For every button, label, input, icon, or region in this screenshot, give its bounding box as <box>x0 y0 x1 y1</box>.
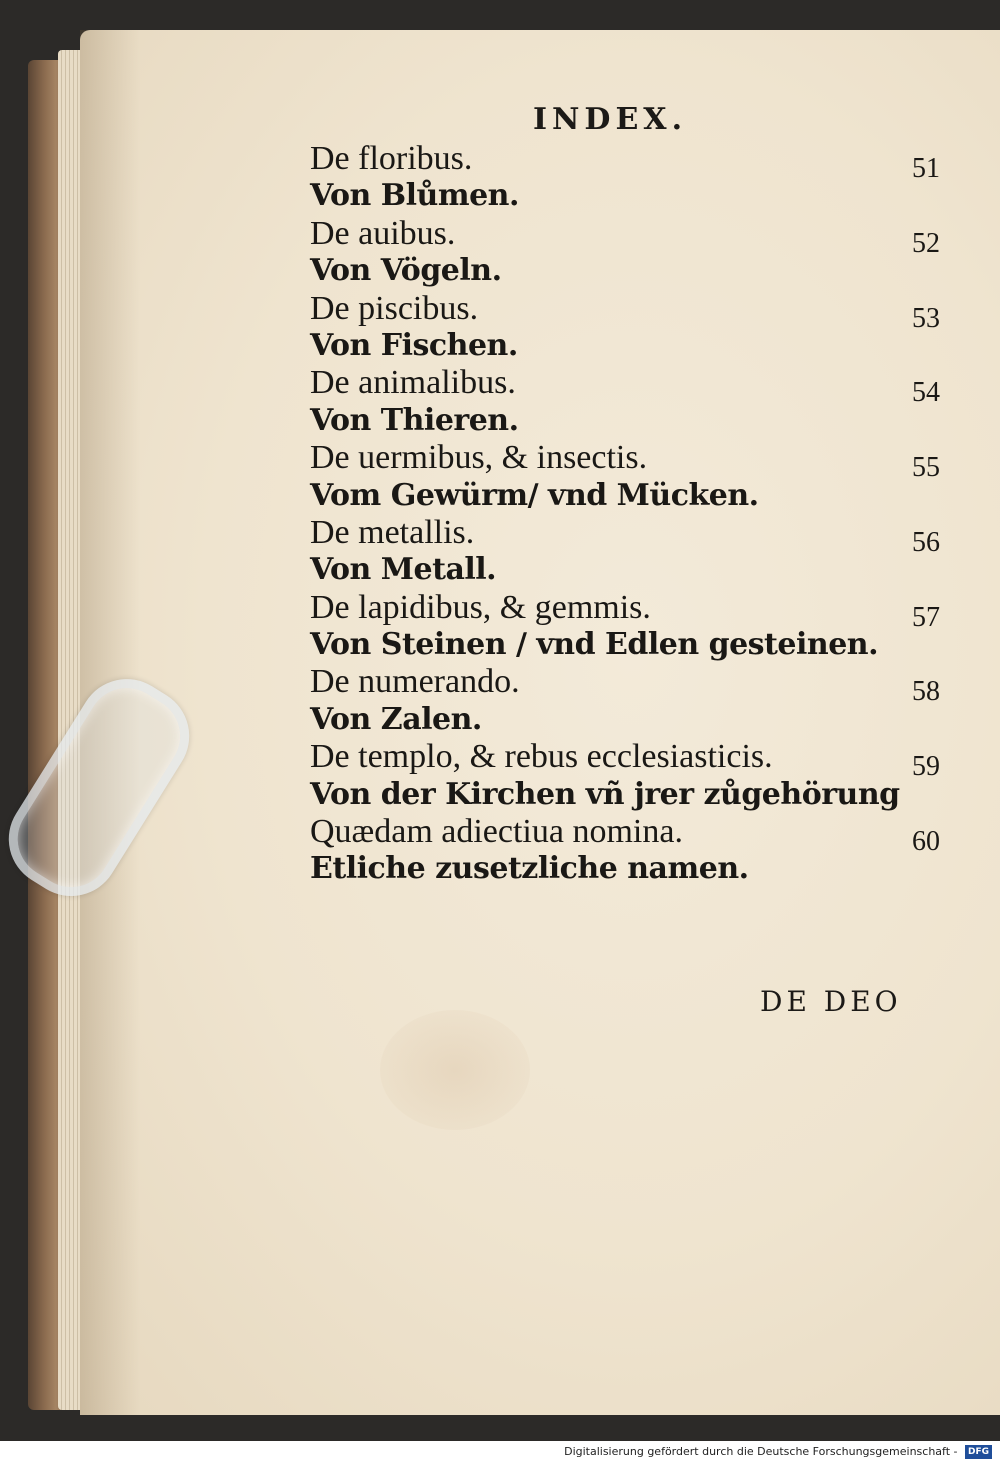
index-entry-text: Von Steinen / vnd Edlen gesteinen. <box>310 627 879 663</box>
index-entry-page-number: 55 <box>912 452 940 484</box>
index-entry-text: De metallis. <box>310 513 475 551</box>
index-entry <box>310 513 950 558</box>
index-entry-page-number: 51 <box>912 153 940 184</box>
index-entry <box>310 439 950 484</box>
index-entry-page-number: 57 <box>912 601 940 633</box>
index-entry-text: De uermibus, & insectis. <box>310 439 648 477</box>
index-entry-text: Von Thieren. <box>310 402 519 438</box>
page-header-title: INDEX. <box>532 102 688 137</box>
dfg-logo: DFG <box>965 1445 992 1459</box>
index-entry <box>310 140 950 184</box>
index-entry-text: Von Vögeln. <box>310 253 502 289</box>
index-entry <box>310 588 950 633</box>
index-entry-text: Etliche zusetzliche namen. <box>310 851 749 887</box>
index-entry-text: Von Metall. <box>310 552 497 588</box>
index-entry-text: Von Zalen. <box>310 701 482 737</box>
index-entry <box>310 364 950 409</box>
index-entry-page-number: 59 <box>912 751 940 783</box>
index-entry-text: De piscibus. <box>310 289 479 327</box>
index-entry-text: Von Blůmen. <box>310 178 519 214</box>
index-entry <box>310 214 950 259</box>
index-entry <box>310 701 950 738</box>
index-entry <box>310 177 950 214</box>
index-entry <box>310 850 950 887</box>
index-entry <box>310 776 950 813</box>
index-entry-text: De lapidibus, & gemmis. <box>310 588 651 626</box>
index-entry <box>310 477 950 514</box>
paper-stain <box>380 1010 530 1130</box>
catchword: DE DEO <box>760 985 902 1018</box>
index-entry <box>310 626 950 663</box>
index-entry <box>310 738 950 783</box>
index-entry-text: Von der Kirchen vñ jrer zůgehörung <box>310 776 900 812</box>
index-entry-text: De templo, & rebus ecclesiasticis. <box>310 738 773 776</box>
index-entry-text: De numerando. <box>310 663 520 701</box>
index-entry-page-number: 53 <box>912 302 940 334</box>
index-entry-text: De animalibus. <box>310 364 516 402</box>
index-entry <box>310 402 950 439</box>
footer-credit-text: Digitalisierung gefördert durch die Deutsche Forschungsgemeinschaft - <box>564 1445 958 1458</box>
index-entry <box>310 252 950 289</box>
index-entry-page-number: 52 <box>912 227 940 259</box>
index-entry-page-number: 58 <box>912 676 940 708</box>
index-entry <box>310 813 950 858</box>
index-entry-page-number: 54 <box>912 377 940 409</box>
index-entry-text: Quædam adiectiua nomina. <box>310 813 683 851</box>
index-entry <box>310 327 950 364</box>
index-entry-text: De floribus. <box>310 140 473 177</box>
footer-credit <box>0 1441 1000 1463</box>
index-entry-page-number: 60 <box>912 826 940 858</box>
index-list <box>310 140 950 888</box>
index-entry <box>310 289 950 334</box>
index-entry-page-number: 56 <box>912 526 940 558</box>
index-entry-text: Vom Gewürm/ vnd Mücken. <box>310 477 759 513</box>
index-entry <box>310 663 950 708</box>
index-entry <box>310 551 950 588</box>
index-entry-text: De auibus. <box>310 214 456 252</box>
index-entry-text: Von Fischen. <box>310 327 518 363</box>
